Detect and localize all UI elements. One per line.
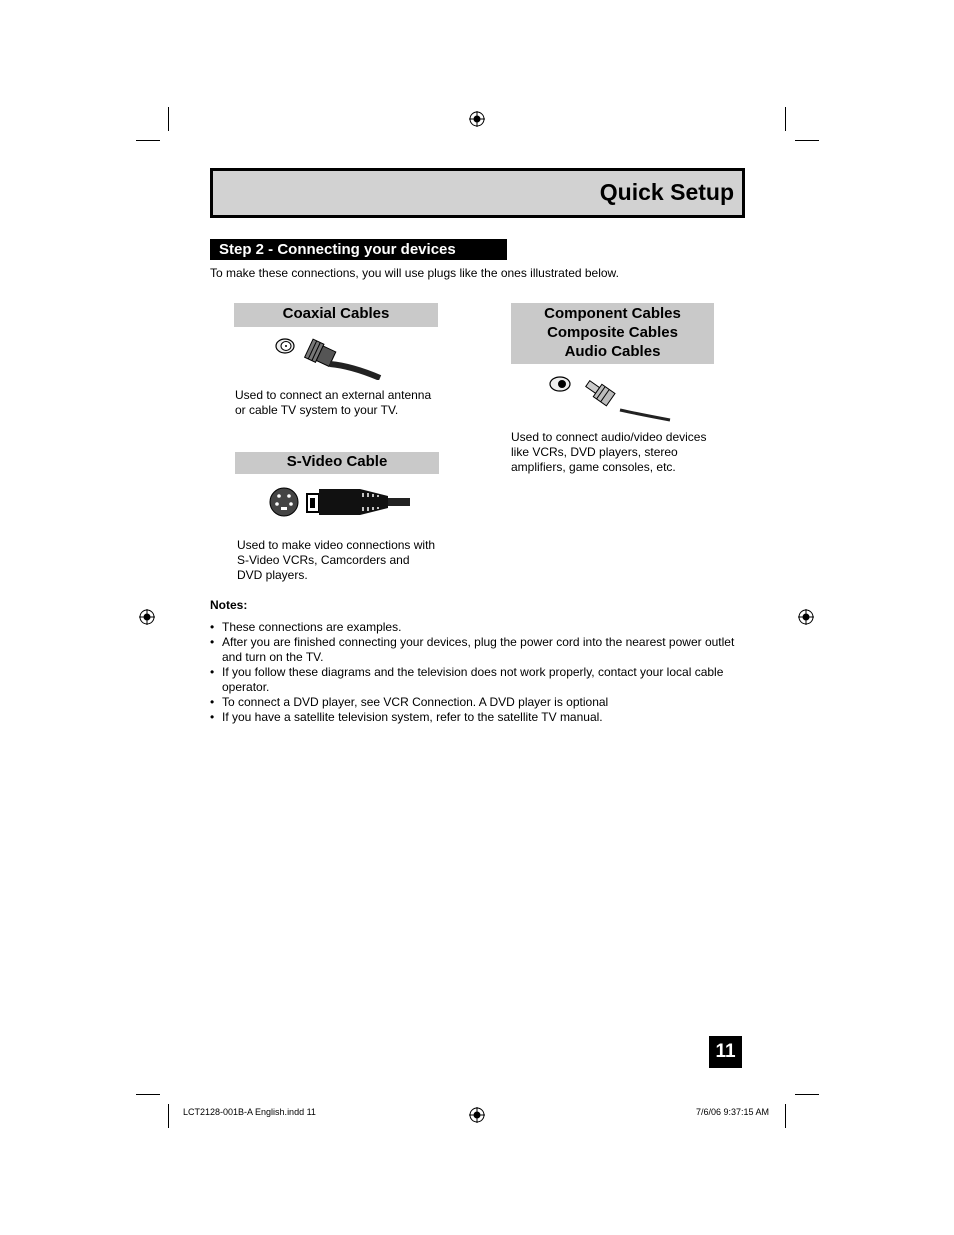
component-description: Used to connect audio/video devices like VCRs, DVD players, stereo amplifiers, game consoles, etc. xyxy=(511,430,707,474)
list-item: • If you follow these diagrams and the television does not work properly, contact your local cable operator. xyxy=(210,665,740,695)
crop-mark xyxy=(168,1104,169,1128)
intro-text: To make these connections, you will use plugs like the ones illustrated below. xyxy=(210,266,619,280)
composite-label-line: Composite Cables xyxy=(547,324,678,341)
crop-mark xyxy=(785,1104,786,1128)
crop-mark xyxy=(168,107,169,131)
audio-label-line: Audio Cables xyxy=(564,343,661,360)
registration-mark-icon xyxy=(469,111,485,127)
registration-mark-icon xyxy=(798,609,814,625)
list-item: • To connect a DVD player, see VCR Connection. A DVD player is optional xyxy=(210,695,740,710)
list-item: • After you are finished connecting your devices, plug the power cord into the nearest power outlet and turn on the TV. xyxy=(210,635,740,665)
page-number: 11 xyxy=(709,1036,742,1068)
coaxial-label xyxy=(234,303,438,327)
notes-list xyxy=(210,620,740,725)
component-label xyxy=(511,303,714,364)
list-item: • If you have a satellite television system, refer to the satellite TV manual. xyxy=(210,710,740,725)
rca-plug-icon xyxy=(548,374,672,422)
header-banner xyxy=(210,168,745,218)
svideo-label-text: S-Video Cable xyxy=(286,453,388,470)
crop-mark xyxy=(136,140,160,141)
page-title: Quick Setup xyxy=(599,179,734,205)
registration-mark-icon xyxy=(469,1107,485,1123)
coaxial-plug-icon xyxy=(272,334,384,380)
list-item: • These connections are examples. xyxy=(210,620,740,635)
svideo-plug-icon xyxy=(268,486,412,518)
footer-timestamp: 7/6/06 9:37:15 AM xyxy=(696,1107,770,1117)
coaxial-label-text: Coaxial Cables xyxy=(282,305,390,322)
registration-mark-icon xyxy=(139,609,155,625)
notes-heading: Notes: xyxy=(210,598,248,612)
crop-mark xyxy=(795,1094,819,1095)
footer-filename: LCT2128-001B-A English.indd 11 xyxy=(183,1107,316,1117)
component-label-line: Component Cables xyxy=(544,305,681,322)
crop-mark xyxy=(785,107,786,131)
svideo-description: Used to make video connections with S-Video VCRs, Camcorders and DVD players. xyxy=(237,538,436,582)
crop-mark xyxy=(136,1094,160,1095)
step-heading: Step 2 - Connecting your devices xyxy=(210,239,507,260)
crop-mark xyxy=(795,140,819,141)
coaxial-description: Used to connect an external antenna or cable TV system to your TV. xyxy=(235,388,432,417)
svideo-label xyxy=(235,452,439,474)
